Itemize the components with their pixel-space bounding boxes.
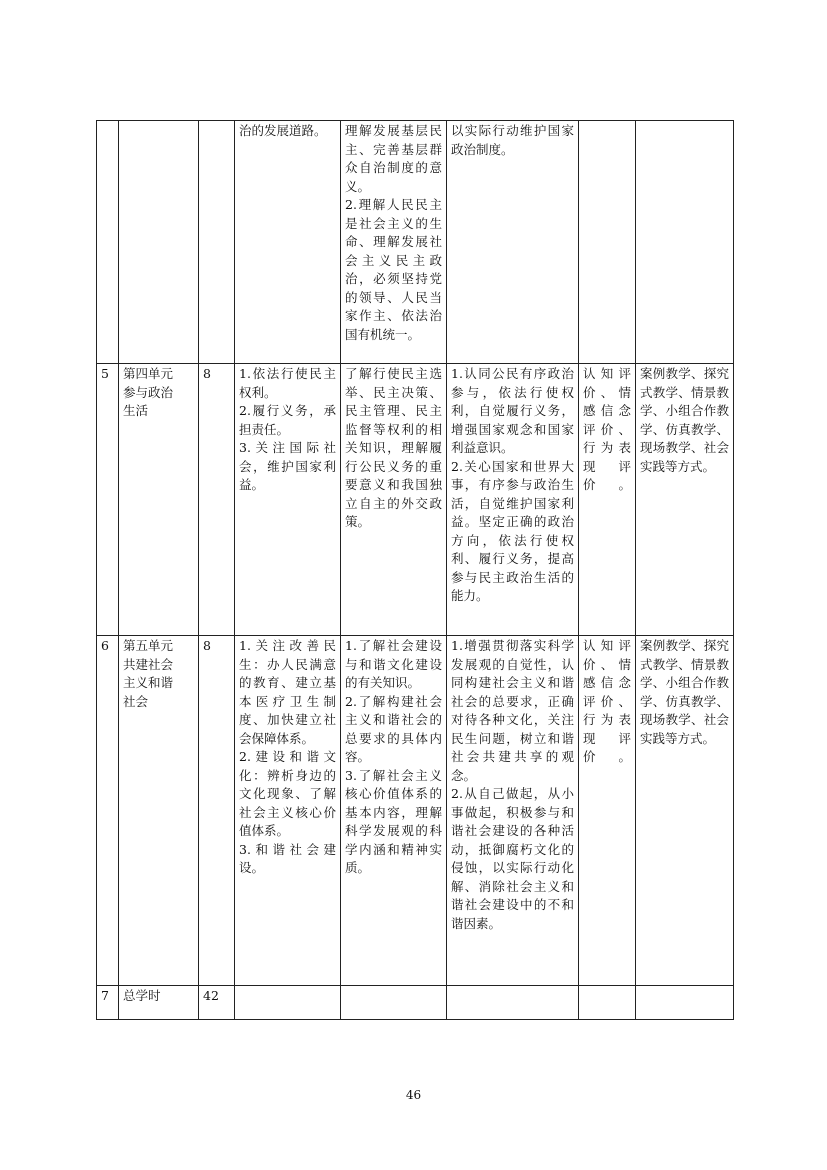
- methods-cell: [636, 986, 734, 1020]
- row-number-cell: 6: [97, 636, 119, 986]
- table-row: [97, 121, 734, 364]
- hours-cell: [199, 121, 235, 364]
- knowledge-cell: [341, 636, 447, 986]
- evaluation-text: 认知评价、情感信念评价、行为表现评价。: [583, 366, 631, 492]
- evaluation-cell: [579, 364, 636, 636]
- content-cell: [235, 364, 341, 636]
- unit-name-cell: [119, 121, 199, 364]
- row-number-cell: [97, 121, 119, 364]
- content-item: 1.依法行使民主权利。: [239, 366, 336, 400]
- table-row: [97, 986, 734, 1020]
- knowledge-cell: [341, 364, 447, 636]
- hours-cell: 8: [199, 636, 235, 986]
- table-row: [97, 364, 734, 636]
- knowledge-cell: [341, 986, 447, 1020]
- methods-cell: [636, 636, 734, 986]
- content-item: 3.和谐社会建设。: [239, 841, 336, 875]
- content-item: 1.关注改善民生：办人民满意的教育、建立基本医疗卫生制度、加快建立社会保障体系。: [239, 638, 336, 746]
- methods-cell: [636, 364, 734, 636]
- knowledge-item: 2.了解构建社会主义和谐社会的总要求的具体内容。: [345, 693, 442, 764]
- knowledge-item: 3.了解社会主义核心价值体系的基本内容，理解科学发展观的科学内涵和精神实质。: [345, 767, 442, 875]
- content-cell: [235, 121, 341, 364]
- total-hours-label: 总学时: [123, 988, 161, 1003]
- evaluation-cell: [579, 636, 636, 986]
- attitude-cell: [447, 636, 579, 986]
- knowledge-item: 1.了解社会建设与和谐文化建设的有关知识。: [345, 638, 442, 690]
- attitude-cell: [447, 364, 579, 636]
- content-cell: [235, 986, 341, 1020]
- row-number-cell: 7: [97, 986, 119, 1020]
- hours-cell: [199, 986, 235, 1020]
- methods-text: 案例教学、探究式教学、情景教学、小组合作教学、仿真教学、现场教学、社会实践等方式。: [640, 638, 729, 746]
- unit-name-cell: [119, 986, 199, 1020]
- content-item: 2.建设和谐文化：辨析身边的文化现象、了解社会主义核心价值体系。: [239, 749, 336, 838]
- table-row: [97, 636, 734, 986]
- course-outline-table: [96, 120, 734, 1020]
- attitude-cell: [447, 121, 579, 364]
- methods-text: 案例教学、探究式教学、情景教学、小组合作教学、仿真教学、现场教学、社会实践等方式。: [640, 366, 729, 474]
- content-cell: [235, 636, 341, 986]
- unit-name-cell: 第四单元 参与政治 生活: [119, 364, 199, 636]
- knowledge-item: 了解行使民主选举、民主决策、民主管理、民主监督等权利的相关知识，理解履行公民义务的重要意义和我国独立自主的外交政策。: [345, 366, 442, 529]
- row-number-cell: 5: [97, 364, 119, 636]
- evaluation-text: 认知评价、情感信念评价、行为表现评价。: [583, 638, 631, 764]
- attitude-item: 2.从自己做起，从小事做起，积极参与和谐社会建设的各种活动，抵御腐朽文化的侵蚀，以实际行动化解、消除社会主义和谐社会建设中的不和谐因素。: [451, 786, 574, 931]
- evaluation-cell: [579, 121, 636, 364]
- attitude-item: 1.认同公民有序政治参与，依法行使权利，自觉履行义务，增强国家观念和国家利益意识。: [451, 366, 574, 455]
- unit-name-cell: 第五单元 共建社会 主义和谐 社会: [119, 636, 199, 986]
- content-item: 3.关注国际社会，维护国家利益。: [239, 440, 336, 492]
- attitude-item: 2.关心国家和世界大事，有序参与政治生活，自觉维护国家利益。坚定正确的政治方向，依法行使权利、履行义务，提高参与民主政治生活的能力。: [451, 458, 574, 603]
- attitude-item: 1.增强贯彻落实科学发展观的自觉性，认同构建社会主义和谐社会的总要求，正确对待各种文化，关注民生问题，树立和谐社会共建共享的观念。: [451, 638, 574, 783]
- knowledge-cell: [341, 121, 447, 364]
- attitude-cell: [447, 986, 579, 1020]
- evaluation-cell: [579, 986, 636, 1020]
- knowledge-item: 2.理解人民民主是社会主义的生命、理解发展社会主义民主政治，必须坚持党的领导、人民当家作主、依法治国有机统一。: [345, 197, 442, 342]
- knowledge-item: 理解发展基层民主、完善基层群众自治制度的意义。: [345, 123, 442, 194]
- methods-cell: [636, 121, 734, 364]
- page-number: 46: [405, 1088, 422, 1102]
- total-hours-value: 42: [203, 988, 219, 1003]
- content-item: 2.履行义务，承担责任。: [239, 403, 336, 437]
- content-item: 治的发展道路。: [239, 123, 327, 138]
- hours-cell: 8: [199, 364, 235, 636]
- attitude-item: 以实际行动维护国家政治制度。: [451, 123, 574, 157]
